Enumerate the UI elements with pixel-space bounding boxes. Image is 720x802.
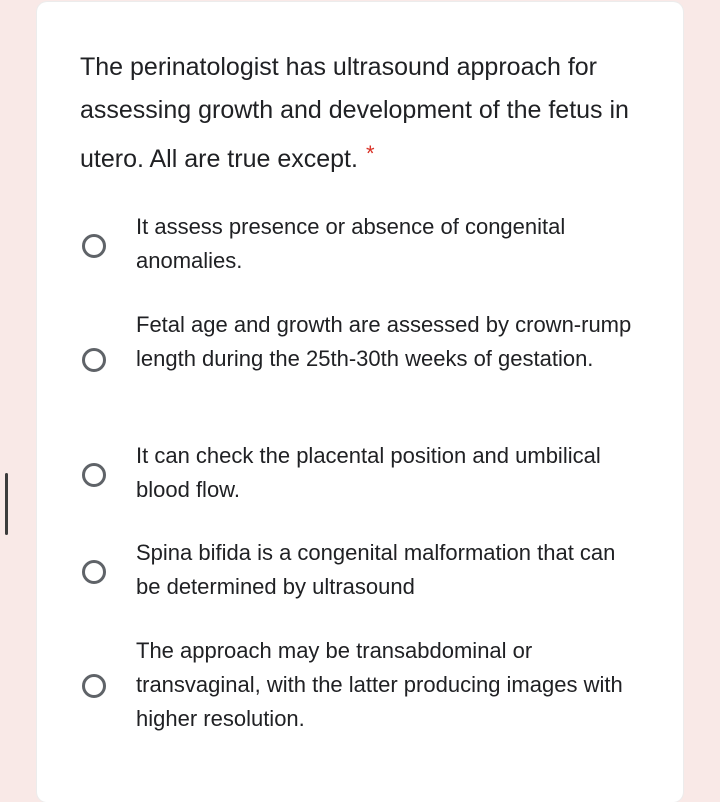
option-label[interactable]: The approach may be transabdominal or transvaginal, with the latter producing images with higher resolution.: [136, 638, 623, 731]
option-label[interactable]: Fetal age and growth are assessed by crown-rump length during the 25th-30th weeks of gestation.: [136, 312, 632, 371]
option-label[interactable]: Spina bifida is a congenital malformation that can be determined by ultrasound: [136, 540, 616, 599]
required-asterisk: *: [365, 141, 375, 166]
option-label[interactable]: It can check the placental position and umbilical blood flow.: [136, 443, 601, 502]
radio-button[interactable]: [82, 234, 106, 258]
radio-button[interactable]: [82, 348, 106, 372]
radio-button[interactable]: [82, 674, 106, 698]
question-card: [37, 2, 683, 802]
question-title: [80, 46, 640, 181]
option-label[interactable]: It assess presence or absence of congenital anomalies.: [136, 214, 566, 273]
question-text: The perinatologist has ultrasound approach for assessing growth and development of the fetus in utero. All are true except.: [80, 53, 629, 173]
edge-indicator: [5, 473, 8, 535]
radio-button[interactable]: [82, 463, 106, 487]
radio-button[interactable]: [82, 560, 106, 584]
